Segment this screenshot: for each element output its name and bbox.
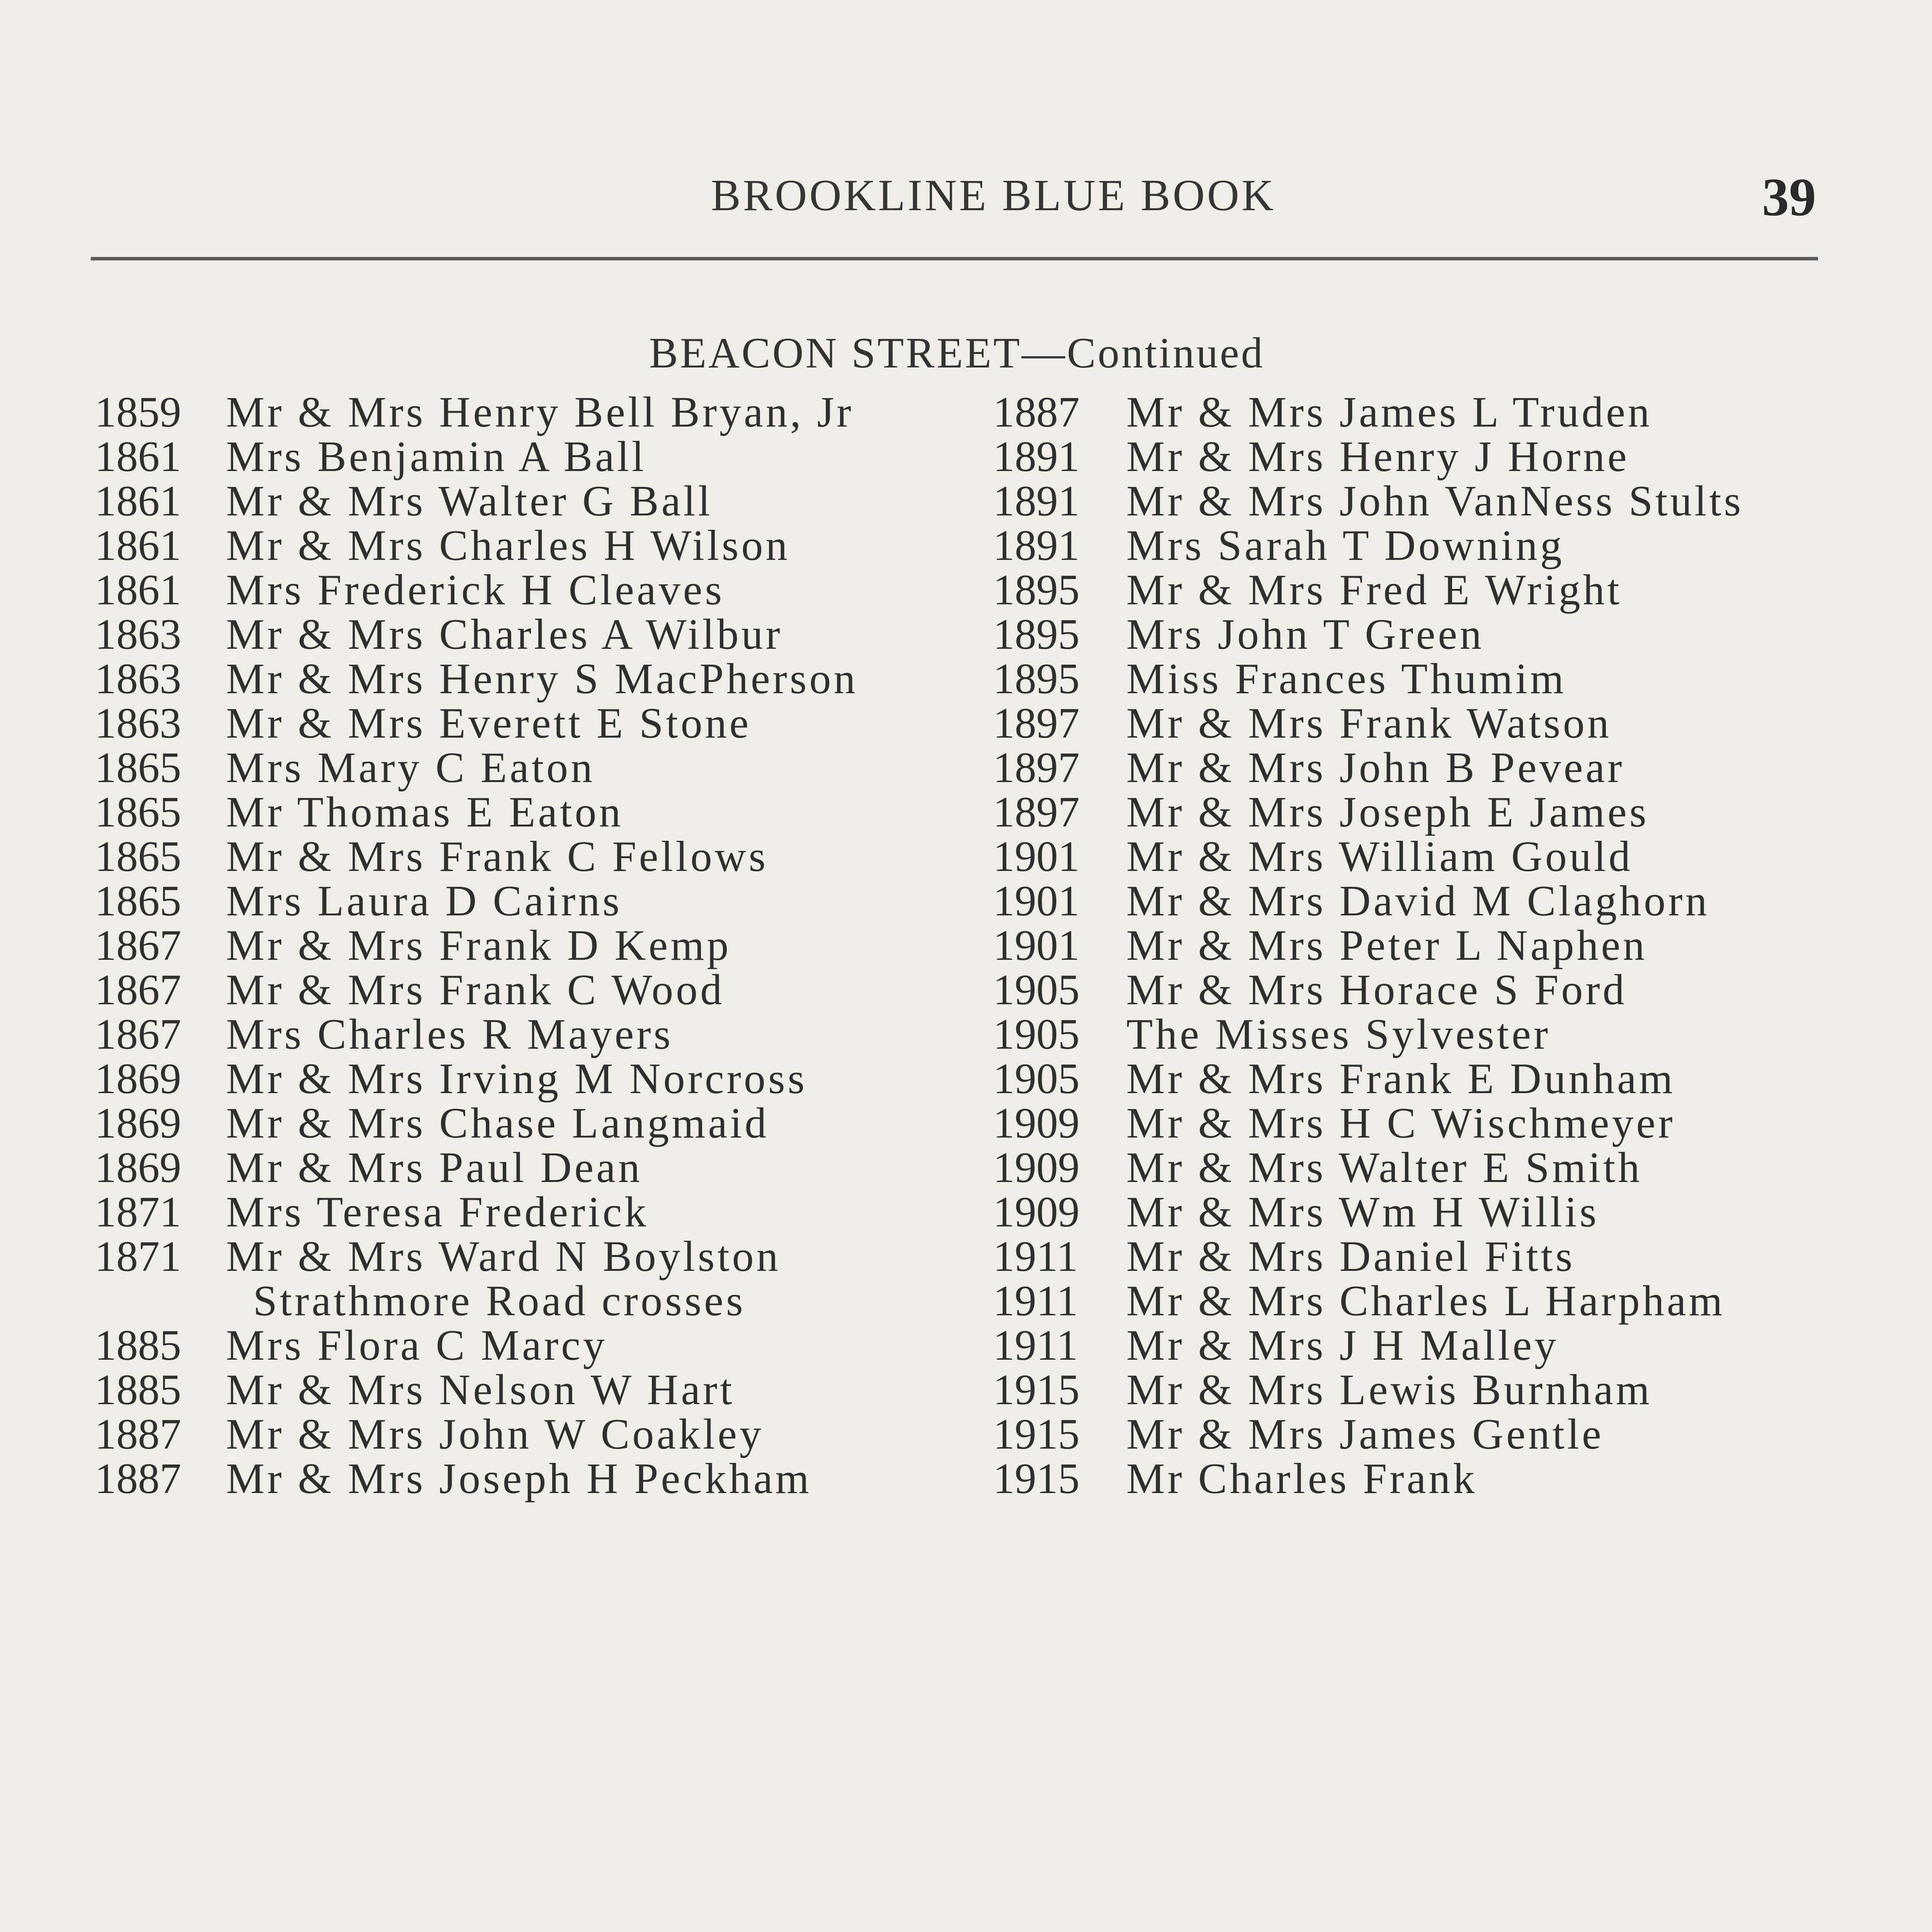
entry-year: 1861 xyxy=(95,477,181,525)
entry-name: Mr & Mrs Wm H Willis xyxy=(1126,1188,1599,1236)
entry-name: Mr & Mrs Charles A Wilbur xyxy=(226,611,783,658)
entry-name: The Misses Sylvester xyxy=(1126,1010,1551,1058)
directory-entry xyxy=(993,568,1843,612)
directory-entry xyxy=(993,790,1843,835)
left-column xyxy=(95,390,972,1501)
entry-year: 1887 xyxy=(95,1410,181,1458)
directory-entry xyxy=(993,835,1843,879)
directory-entry xyxy=(95,968,972,1012)
entry-year: 1867 xyxy=(95,922,181,969)
directory-entry xyxy=(993,1279,1843,1323)
entry-year: 1887 xyxy=(993,388,1080,436)
entry-name: Mr Charles Frank xyxy=(1126,1455,1478,1503)
directory-entry xyxy=(993,923,1843,968)
entry-name: Mr & Mrs Frank C Wood xyxy=(226,966,725,1014)
directory-entry xyxy=(993,1101,1843,1146)
directory-entry xyxy=(95,657,972,701)
entry-name: Mr & Mrs Henry S MacPherson xyxy=(226,655,858,703)
entry-name: Mr & Mrs J H Malley xyxy=(1126,1321,1559,1369)
entry-year: 1861 xyxy=(95,522,181,570)
section-title: BEACON STREET—Continued xyxy=(649,329,1265,377)
entry-name: Mr & Mrs Horace S Ford xyxy=(1126,966,1627,1014)
right-column xyxy=(993,390,1843,1501)
entry-name: Mr & Mrs Peter L Naphen xyxy=(1126,922,1648,969)
directory-entry xyxy=(95,1012,972,1057)
entry-year: 1905 xyxy=(993,1055,1080,1103)
directory-entry xyxy=(95,1412,972,1457)
entry-name: Mr & Mrs Joseph H Peckham xyxy=(226,1455,812,1503)
directory-entry xyxy=(95,835,972,879)
entry-name: Mr & Mrs John B Pevear xyxy=(1126,744,1625,792)
entry-name: Mr & Mrs Frank E Dunham xyxy=(1126,1055,1675,1103)
directory-entry xyxy=(95,790,972,835)
entry-year: 1871 xyxy=(95,1233,181,1281)
entry-year: 1911 xyxy=(993,1277,1078,1325)
entry-year: 1911 xyxy=(993,1321,1078,1369)
entry-year: 1915 xyxy=(993,1366,1080,1414)
entry-year: 1859 xyxy=(95,388,181,436)
directory-entry xyxy=(95,1101,972,1146)
entry-year: 1869 xyxy=(95,1144,181,1192)
entry-name: Mrs Benjamin A Ball xyxy=(226,433,647,481)
entry-year: 1901 xyxy=(993,922,1080,969)
entry-year: 1905 xyxy=(993,966,1080,1014)
entry-name: Mr & Mrs Fred E Wright xyxy=(1126,566,1622,614)
entry-name: Mr & Mrs Chase Langmaid xyxy=(226,1099,769,1147)
entry-year: 1909 xyxy=(993,1144,1080,1192)
entry-year: 1865 xyxy=(95,877,181,925)
entry-name: Mr & Mrs Walter G Ball xyxy=(226,477,713,525)
entry-name: Mr & Mrs Frank C Fellows xyxy=(226,833,769,881)
entry-year: 1863 xyxy=(95,611,181,658)
entry-year: 1863 xyxy=(95,655,181,703)
entry-name: Mrs Mary C Eaton xyxy=(226,744,595,792)
entry-name: Mr & Mrs David M Claghorn xyxy=(1126,877,1710,925)
entry-year: 1891 xyxy=(993,433,1080,481)
entry-year: 1865 xyxy=(95,744,181,792)
entry-name: Mr Thomas E Eaton xyxy=(226,788,624,836)
entry-name: Mrs Teresa Frederick xyxy=(226,1188,649,1236)
directory-entry xyxy=(993,390,1843,435)
entry-name: Mr & Mrs Frank D Kemp xyxy=(226,922,731,969)
directory-entry xyxy=(993,524,1843,568)
directory-entry xyxy=(993,612,1843,657)
entry-name: Mr & Mrs Nelson W Hart xyxy=(226,1366,735,1414)
entry-year: 1915 xyxy=(993,1455,1080,1503)
entry-name: Mr & Mrs James Gentle xyxy=(1126,1410,1604,1458)
entry-year: 1895 xyxy=(993,611,1080,658)
entry-name: Mr & Mrs Paul Dean xyxy=(226,1144,643,1192)
directory-entry xyxy=(95,1235,972,1279)
entry-name: Mr & Mrs Irving M Norcross xyxy=(226,1055,808,1103)
entry-year: 1897 xyxy=(993,744,1080,792)
directory-entry xyxy=(993,1190,1843,1235)
directory-entry xyxy=(95,435,972,479)
directory-entry xyxy=(993,746,1843,790)
entry-year: 1911 xyxy=(993,1233,1078,1281)
entry-name: Mr & Mrs Joseph E James xyxy=(1126,788,1649,836)
entry-name: Mrs Frederick H Cleaves xyxy=(226,566,725,614)
directory-entry xyxy=(95,1057,972,1101)
running-header: BROOKLINE BLUE BOOK xyxy=(711,171,1276,220)
entry-name: Mr & Mrs Frank Watson xyxy=(1126,699,1612,747)
directory-entry xyxy=(95,390,972,435)
directory-entry xyxy=(95,524,972,568)
directory-entry xyxy=(95,1146,972,1190)
directory-entry xyxy=(993,968,1843,1012)
entry-name: Mr & Mrs Ward N Boylston xyxy=(226,1233,781,1281)
entry-name: Mr & Mrs Daniel Fitts xyxy=(1126,1233,1575,1281)
entry-name: Mr & Mrs Everett E Stone xyxy=(226,699,752,747)
directory-entry xyxy=(95,612,972,657)
directory-entry xyxy=(993,479,1843,524)
directory-entry xyxy=(993,1012,1843,1057)
entry-year: 1895 xyxy=(993,655,1080,703)
entry-name: Mrs John T Green xyxy=(1126,611,1485,658)
entry-year: 1887 xyxy=(95,1455,181,1503)
entry-year: 1865 xyxy=(95,833,181,881)
entry-name: Mr & Mrs Lewis Burnham xyxy=(1126,1366,1653,1414)
directory-entry xyxy=(993,435,1843,479)
entry-year: 1905 xyxy=(993,1010,1080,1058)
entry-year: 1901 xyxy=(993,877,1080,925)
directory-entry xyxy=(95,701,972,746)
directory-entry xyxy=(95,923,972,968)
entry-name: Mr & Mrs William Gould xyxy=(1126,833,1633,881)
entry-name: Mrs Flora C Marcy xyxy=(226,1321,607,1369)
page-number: 39 xyxy=(1762,167,1816,227)
directory-entry xyxy=(993,879,1843,923)
entry-year: 1871 xyxy=(95,1188,181,1236)
entry-year: 1897 xyxy=(993,788,1080,836)
header-rule xyxy=(91,257,1818,260)
entry-year: 1909 xyxy=(993,1188,1080,1236)
directory-entry xyxy=(95,746,972,790)
entry-year: 1915 xyxy=(993,1410,1080,1458)
entry-year: 1865 xyxy=(95,788,181,836)
entry-year: 1891 xyxy=(993,522,1080,570)
directory-entry xyxy=(993,1412,1843,1457)
directory-entry xyxy=(993,1146,1843,1190)
directory-entry xyxy=(95,1279,972,1323)
cross-street-note: Strathmore Road crosses xyxy=(253,1277,746,1325)
directory-entry xyxy=(95,1457,972,1501)
directory-entry xyxy=(993,1368,1843,1412)
directory-entry xyxy=(95,1190,972,1235)
directory-entry xyxy=(95,479,972,524)
directory-entry xyxy=(95,1323,972,1368)
entry-year: 1861 xyxy=(95,566,181,614)
entry-name: Mr & Mrs James L Truden xyxy=(1126,388,1652,436)
entry-year: 1885 xyxy=(95,1366,181,1414)
directory-entry xyxy=(993,701,1843,746)
entry-year: 1869 xyxy=(95,1099,181,1147)
entry-name: Mrs Laura D Cairns xyxy=(226,877,622,925)
entry-name: Mr & Mrs Charles H Wilson xyxy=(226,522,790,570)
entry-year: 1863 xyxy=(95,699,181,747)
entry-name: Mrs Charles R Mayers xyxy=(226,1010,673,1058)
entry-name: Mr & Mrs H C Wischmeyer xyxy=(1126,1099,1675,1147)
directory-entry xyxy=(993,1457,1843,1501)
directory-entry xyxy=(993,1057,1843,1101)
entry-year: 1861 xyxy=(95,433,181,481)
directory-entry xyxy=(95,879,972,923)
entry-year: 1895 xyxy=(993,566,1080,614)
entry-year: 1909 xyxy=(993,1099,1080,1147)
directory-entry xyxy=(993,1235,1843,1279)
directory-entry xyxy=(993,1323,1843,1368)
directory-entry xyxy=(95,1368,972,1412)
entry-year: 1897 xyxy=(993,699,1080,747)
entry-year: 1891 xyxy=(993,477,1080,525)
entry-name: Mr & Mrs Charles L Harpham xyxy=(1126,1277,1725,1325)
entry-name: Mr & Mrs John W Coakley xyxy=(226,1410,764,1458)
entry-year: 1901 xyxy=(993,833,1080,881)
entry-year: 1885 xyxy=(95,1321,181,1369)
directory-entry xyxy=(95,568,972,612)
entry-name: Mr & Mrs Henry Bell Bryan, Jr xyxy=(226,388,854,436)
entry-name: Mrs Sarah T Downing xyxy=(1126,522,1565,570)
entry-year: 1869 xyxy=(95,1055,181,1103)
entry-name: Mr & Mrs John VanNess Stults xyxy=(1126,477,1744,525)
entry-year: 1867 xyxy=(95,1010,181,1058)
entry-name: Mr & Mrs Walter E Smith xyxy=(1126,1144,1643,1192)
directory-entry xyxy=(993,657,1843,701)
entry-name: Mr & Mrs Henry J Horne xyxy=(1126,433,1629,481)
entry-year: 1867 xyxy=(95,966,181,1014)
entry-name: Miss Frances Thumim xyxy=(1126,655,1566,703)
